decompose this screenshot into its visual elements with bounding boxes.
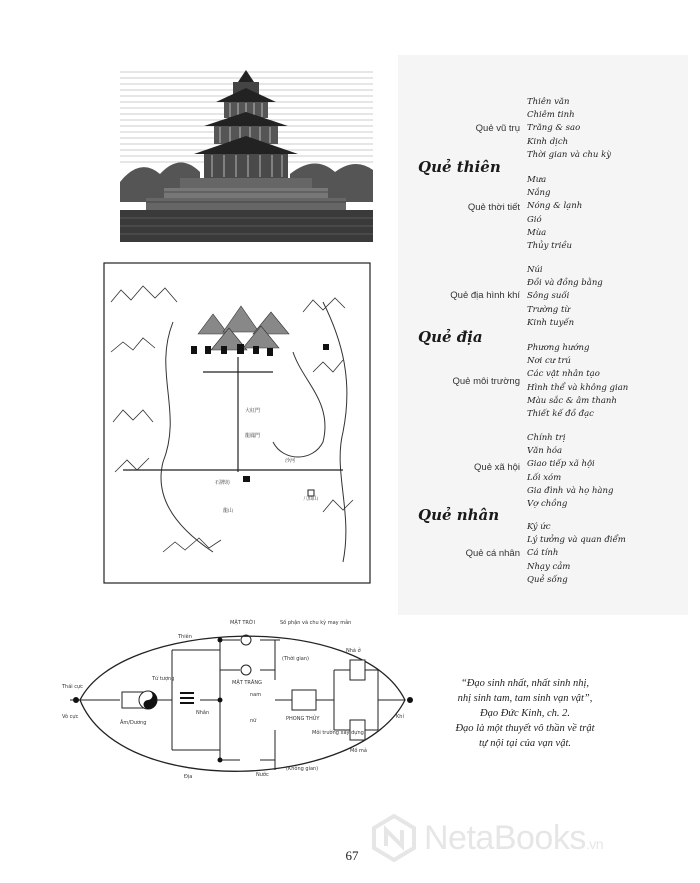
diag-human-label: Nhân	[196, 710, 210, 716]
heading-que-dia: Quẻ địa	[418, 328, 483, 346]
list-item: Lý tưởng và quan điểm	[527, 535, 626, 546]
watermark-brand: NetaBooks	[424, 818, 586, 857]
diag-taiji-label: Thái cực	[62, 684, 83, 690]
diag-wuji-label: Vô cực	[62, 714, 79, 720]
list-item: Vợ chồng	[527, 499, 568, 510]
diag-water-note: nam	[250, 692, 262, 698]
group-label-que-ca-nhan: Quẻ cá nhân	[465, 548, 520, 559]
diag-fate-label: Số phận và chu kỳ may mắn	[280, 620, 352, 626]
diag-fengshui-label: PHONG THỦY	[286, 716, 320, 722]
group-label-que-xa-hoi: Quẻ xã hội	[474, 462, 520, 473]
diag-qi-label: Khí	[396, 714, 404, 720]
list-item: Màu sắc & âm thanh	[527, 395, 617, 406]
list-item: Ký ức	[527, 522, 551, 532]
diag-water-label: Nước	[256, 772, 269, 778]
list-item: Nơi cư trú	[527, 356, 571, 367]
quote-line: “Đạo sinh nhất, nhất sinh nhị,	[460, 678, 590, 689]
list-item: Nóng & lạnh	[527, 201, 583, 212]
page-number: 67	[345, 848, 359, 863]
list-item: Kinh dịch	[527, 136, 569, 147]
diag-earth-label: Địa	[184, 774, 193, 780]
list-item: Gia đình và họ hàng	[527, 485, 614, 496]
cosmology-diagram	[60, 610, 415, 810]
diag-env-label: Môi trường xây dựng	[312, 730, 364, 736]
group-items-que-ca-nhan	[527, 521, 626, 587]
list-item: Chính trị	[527, 433, 566, 443]
list-item: Nhạy cảm	[527, 561, 571, 572]
diag-sun-label: MẶT TRỜI	[230, 620, 255, 626]
svg-text:石牌坊: 石牌坊	[215, 480, 231, 486]
netabooks-logo-icon	[370, 814, 418, 862]
list-item: Thiết kế đồ đạc	[527, 409, 594, 420]
list-item: Văn hóa	[527, 446, 563, 457]
svg-text:龍鳳門: 龍鳳門	[245, 433, 261, 439]
svg-text:大紅門: 大紅門	[245, 408, 261, 414]
group-items-que-dia-hinh-khi	[527, 264, 603, 330]
group-items-que-vu-tru	[527, 96, 611, 162]
diag-heaven-label: Thiên	[178, 634, 192, 640]
svg-text:八仙山: 八仙山	[303, 496, 319, 502]
list-item: Mưa	[527, 175, 547, 185]
city-map	[103, 262, 371, 584]
diag-time-label: (Thời gian)	[282, 656, 309, 662]
list-item: Giao tiếp xã hội	[527, 459, 595, 470]
list-item: Thủy triều	[527, 241, 573, 252]
group-items-que-xa-hoi	[527, 432, 613, 511]
list-item: Núi	[527, 265, 543, 275]
list-item: Sông suối	[527, 291, 570, 302]
group-label-que-thoi-tiet: Quẻ thời tiết	[467, 202, 520, 213]
list-item: Chiêm tinh	[527, 110, 575, 121]
svg-text:龍山: 龍山	[223, 508, 234, 514]
diag-yinyang-label: Âm/Dương	[120, 720, 147, 726]
list-item: Phương hướng	[527, 343, 590, 353]
diag-yang-house-label: Nhà ở	[346, 648, 361, 654]
list-item: Gió	[527, 214, 542, 225]
tao-quote	[425, 676, 625, 751]
list-item: Đồi và đồng bằng	[527, 278, 603, 289]
group-label-que-moi-truong: Quẻ môi trường	[452, 376, 520, 387]
group-items-que-thoi-tiet	[527, 174, 582, 253]
group-items-que-moi-truong	[527, 342, 628, 421]
list-item: Thời gian và chu kỳ	[527, 149, 612, 160]
list-item: Các vật nhân tạo	[527, 369, 600, 380]
heading-que-nhan: Quẻ nhân	[418, 506, 500, 524]
list-item: Lối xóm	[527, 472, 562, 483]
diag-four-images-label: Tứ tượng	[152, 676, 175, 682]
group-label-que-vu-tru: Quẻ vũ trụ	[475, 123, 520, 134]
quote-line: Đạo là một thuyết vô thần về trật	[455, 723, 595, 734]
group-label-que-dia-hinh-khi: Quẻ địa hình khí	[450, 290, 520, 301]
list-item: Hình thể và không gian	[527, 382, 629, 393]
diag-yin-house-label: Mồ mả	[350, 748, 367, 754]
quote-line: Đạo Đức Kinh, ch. 2.	[479, 708, 570, 719]
temple-engraving	[120, 62, 373, 242]
list-item: Nắng	[527, 188, 551, 199]
quote-line: tự nội tại của vạn vật.	[478, 738, 572, 749]
watermark-tld: .vn	[585, 835, 604, 852]
diag-fire-note: nữ	[250, 718, 257, 724]
netabooks-watermark	[370, 808, 680, 868]
list-item: Trăng & sao	[527, 123, 581, 134]
list-item: Kinh tuyến	[527, 317, 575, 328]
list-item: Cá tính	[527, 548, 559, 559]
svg-text:沙河: 沙河	[285, 458, 296, 464]
diag-moon-label: MẶT TRĂNG	[232, 680, 262, 686]
diag-space-label: (Không gian)	[286, 766, 319, 772]
list-item: Mùa	[527, 227, 547, 238]
heading-que-thien: Quẻ thiên	[418, 158, 501, 176]
list-item: Trường từ	[527, 304, 570, 315]
quote-line: nhị sinh tam, tam sinh vạn vật”,	[457, 693, 593, 704]
list-item: Quẻ sống	[527, 574, 568, 585]
list-item: Thiên văn	[527, 97, 570, 107]
